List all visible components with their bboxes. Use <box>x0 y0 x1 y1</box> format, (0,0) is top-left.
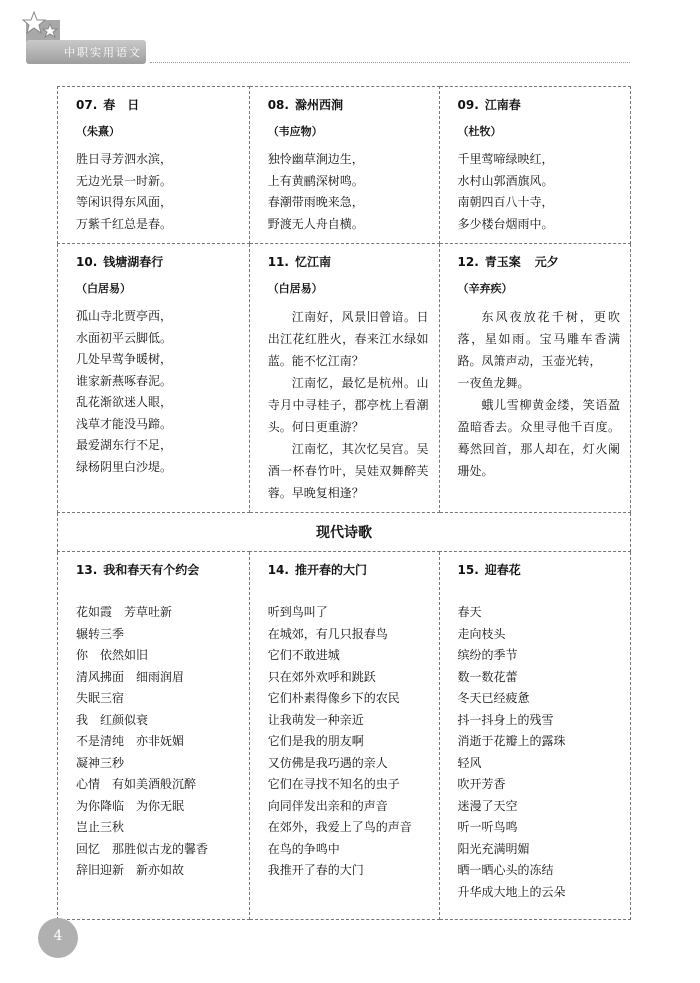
poem-line: 它们在寻找不知名的虫子 <box>267 777 400 791</box>
poem-author: （朱熹） <box>76 125 120 138</box>
poem-line: 走向枝头 <box>457 626 506 641</box>
poem-line: 它们不敢进城 <box>267 648 340 662</box>
poem-title: 迎春花 <box>484 563 521 577</box>
poem-cell-09 <box>439 87 630 244</box>
poem-author: （韦应物） <box>267 125 323 138</box>
header-divider <box>150 62 630 63</box>
poem-cell-07 <box>58 87 250 244</box>
poem-title: 推开春的大门 <box>294 563 367 577</box>
poem-number: 08. <box>267 98 289 112</box>
poem-line: 最爱湖东行不足， <box>76 438 173 452</box>
poem-line: 阳光充满明媚 <box>457 841 530 856</box>
poem-line: 孤山寺北贾亭西， <box>76 309 173 323</box>
poem-line: 独怜幽草涧边生， <box>267 152 364 166</box>
poem-stanza: 一夜鱼龙舞。 <box>457 376 530 390</box>
header-section-label: 中职实用语文 <box>64 46 142 59</box>
poem-number: 15. <box>457 563 479 577</box>
poem-line: 凝神三秒 <box>76 755 125 770</box>
poem-line: 万紫千红总是春。 <box>76 216 173 231</box>
poem-number: 10. <box>76 255 98 269</box>
poem-title: 忆江南 <box>294 255 331 269</box>
poem-line: 消逝于花瓣上的露珠 <box>457 734 566 748</box>
poem-line: 野渡无人舟自横。 <box>267 216 364 231</box>
poem-line: 绿杨阴里白沙堤。 <box>76 459 173 474</box>
poem-line: 听到鸟叫了 <box>267 605 328 619</box>
poem-line: 缤纷的季节 <box>457 648 518 662</box>
table-row <box>58 552 631 920</box>
section-title: 现代诗歌 <box>316 525 372 541</box>
poem-line: 升华成大地上的云朵 <box>457 884 566 899</box>
poem-line: 上有黄鹂深树鸣。 <box>267 173 364 188</box>
poem-line: 水面初平云脚低。 <box>76 330 173 345</box>
poem-line: 南朝四百八十寺， <box>457 195 554 209</box>
poem-line: 浅草才能没马蹄。 <box>76 416 173 431</box>
poem-line: 在鸟的争鸣中 <box>267 841 340 856</box>
poem-title: 钱塘湖春行 <box>103 255 164 269</box>
poem-line: 清风拂面 细雨润眉 <box>76 669 185 684</box>
poem-cell-10 <box>58 244 250 513</box>
poem-cell-13 <box>58 552 250 920</box>
poem-line: 吹开芳香 <box>457 777 506 791</box>
poem-line: 回忆 那胜似古龙的馨香 <box>76 841 209 856</box>
poem-line: 迷漫了天空 <box>457 798 518 813</box>
poem-line: 等闲识得东风面， <box>76 195 173 209</box>
section-heading-cell <box>58 513 631 552</box>
poem-line: 抖一抖身上的残雪 <box>457 712 554 727</box>
poem-line: 冬天已经疲惫 <box>457 691 530 705</box>
poem-cell-15 <box>439 552 630 920</box>
poem-stanza: 江南忆，其次忆吴宫。吴酒一杯春竹叶，吴娃双舞醉芙蓉。早晚复相逢？ <box>267 442 429 500</box>
poem-line: 失眠三宿 <box>76 691 125 705</box>
poem-line: 在郊外，我爱上了鸟的声音 <box>267 820 412 834</box>
poem-line: 乱花渐欲迷人眼， <box>76 395 173 409</box>
poem-stanza: 蛾儿雪柳黄金缕，笑语盈盈暗香去。众里寻他千百度。蓦然回首，那人却在，灯火阑珊处。 <box>457 398 620 478</box>
poem-line: 让我萌发一种亲近 <box>267 712 364 727</box>
poem-line: 辞旧迎新 新亦如故 <box>76 863 185 877</box>
poem-number: 13. <box>76 563 98 577</box>
poem-line: 几处早莺争暖树， <box>76 352 173 366</box>
poem-line: 数一数花蕾 <box>457 669 518 684</box>
poem-line: 胜日寻芳泗水滨， <box>76 152 173 166</box>
table-row <box>58 87 631 244</box>
poem-number: 07. <box>76 98 98 112</box>
poem-line: 辗转三季 <box>76 626 125 641</box>
poem-title: 滁州西涧 <box>294 98 343 112</box>
poem-line: 无边光景一时新。 <box>76 173 173 188</box>
poem-line: 你 依然如旧 <box>76 648 149 662</box>
poem-number: 14. <box>267 563 289 577</box>
poem-author: （白居易） <box>267 282 323 295</box>
poem-title: 青玉案 <box>484 255 521 269</box>
poem-line: 水村山郭酒旗风。 <box>457 173 554 188</box>
poem-line: 晒一晒心头的冻结 <box>457 863 554 877</box>
poem-author: （白居易） <box>76 282 131 295</box>
poem-stanza: 江南好，风景旧曾谙。日出江花红胜火，春来江水绿如蓝。能不忆江南？ <box>267 310 429 368</box>
page-number: 4 <box>53 928 63 944</box>
poem-table <box>57 86 631 920</box>
poem-line: 向同伴发出亲和的声音 <box>267 798 388 813</box>
poem-cell-14 <box>249 552 439 920</box>
poem-line: 我 红颜似衰 <box>76 712 149 727</box>
poem-line: 在城郊，有几只报春鸟 <box>267 626 388 641</box>
poem-subtitle: 元夕 <box>534 255 559 269</box>
poem-cell-08 <box>249 87 439 244</box>
poem-line: 它们朴素得像乡下的农民 <box>267 691 400 705</box>
poem-line: 为你降临 为你无眠 <box>76 798 185 813</box>
poem-number: 09. <box>457 98 479 112</box>
poem-line: 心情 有如美酒般沉醉 <box>76 777 197 791</box>
poem-line: 我推开了春的大门 <box>267 863 364 877</box>
poem-line: 只在郊外欢呼和跳跃 <box>267 669 376 684</box>
poem-author: （辛弃疾） <box>457 282 513 295</box>
poem-line: 花如霞 芳草吐新 <box>76 605 173 619</box>
table-row <box>58 513 631 552</box>
poem-title: 江南春 <box>484 98 521 112</box>
poem-cell-11 <box>249 244 439 513</box>
poem-line: 轻风 <box>457 755 482 770</box>
poem-number: 12. <box>457 255 479 269</box>
poem-line: 它们是我的朋友啊 <box>267 734 364 748</box>
poem-author: （杜牧） <box>457 125 502 138</box>
poem-stanza: 江南忆，最忆是杭州。山寺月中寻桂子，郡亭枕上看潮头。何日更重游？ <box>267 376 429 434</box>
poem-title: 我和春天有个约会 <box>103 563 200 577</box>
poem-line: 多少楼台烟雨中。 <box>457 216 554 231</box>
poem-line: 又仿佛是我巧遇的亲人 <box>267 755 388 770</box>
poem-stanza: 东风夜放花千树，更吹落，星如雨。宝马雕车香满路。凤箫声动，玉壶光转， <box>457 310 620 368</box>
poem-line: 春潮带雨晚来急， <box>267 195 364 209</box>
poem-line: 不是清纯 亦非妩媚 <box>76 734 185 748</box>
poem-line: 听一听鸟鸣 <box>457 820 518 834</box>
poem-title: 春 日 <box>103 98 140 112</box>
poem-line: 岂止三秋 <box>76 820 125 834</box>
poem-cell-12 <box>439 244 630 513</box>
poem-line: 谁家新燕啄春泥。 <box>76 373 173 388</box>
poem-line: 春天 <box>457 605 482 619</box>
poem-line: 千里莺啼绿映红， <box>457 152 554 166</box>
table-row <box>58 244 631 513</box>
poem-number: 11. <box>267 255 289 269</box>
